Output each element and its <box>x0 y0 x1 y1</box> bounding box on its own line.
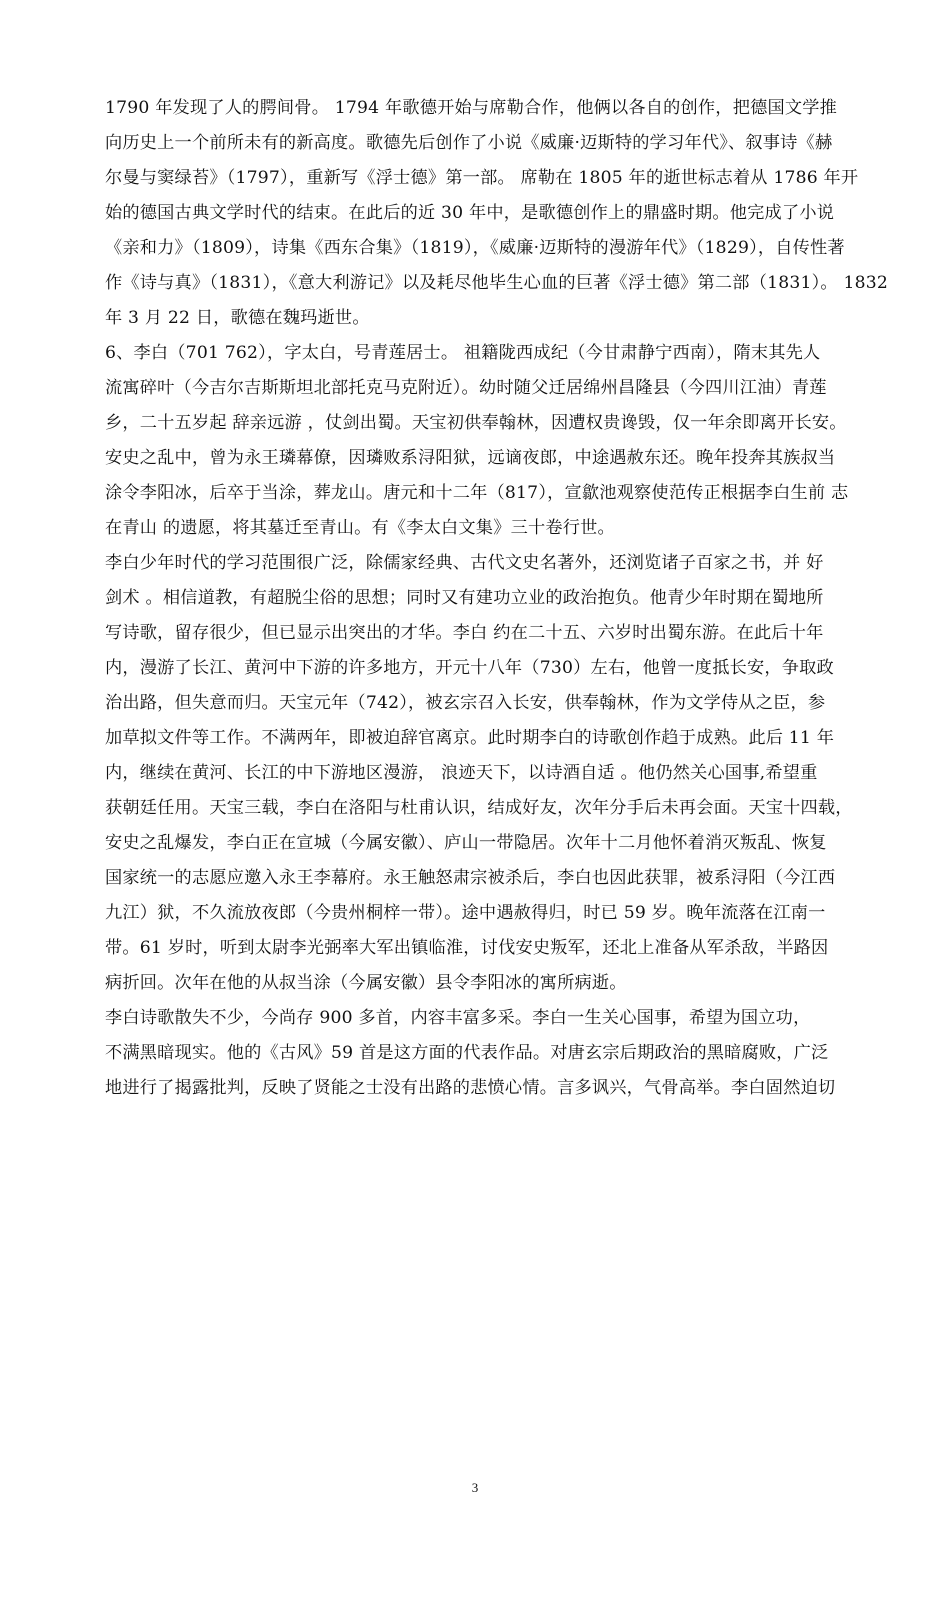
text-line: 写诗歌，留存很少，但已显示出突出的才华。李白 约在二十五、六岁时出蜀东游。在此后十年 <box>105 623 824 643</box>
text-line: 加草拟文件等工作。不满两年，即被迫辞官离京。此时期李白的诗歌创作趋于成熟。此后 11 年 <box>105 728 835 748</box>
text-line: 6、李白（701 762），字太白，号青莲居士。 祖籍陇西成纪（今甘肃静宁西南），隋末其先人 <box>105 343 821 363</box>
text-line: 流寓碎叶（今吉尔吉斯斯坦北部托克马克附近）。幼时随父迁居绵州昌隆县（今四川江油）青莲 <box>105 378 827 398</box>
text-line: 年 3 月 22 日，歌德在魏玛逝世。 <box>105 308 370 328</box>
text-line: 《亲和力》（1809），诗集《西东合集》（1819），《威廉·迈斯特的漫游年代》（1829），自传性著 <box>105 238 845 258</box>
text-line: 治出路，但失意而归。天宝元年（742），被玄宗召入长安，供奉翰林，作为文学侍从之臣，参 <box>105 693 826 713</box>
text-line: 地进行了揭露批判，反映了贤能之士没有出路的悲愤心情。言多讽兴，气骨高举。李白固然迫切 <box>105 1078 836 1098</box>
text-line: 尔曼与窦绿苔》（1797），重新写《浮士德》第一部。 席勒在 1805 年的逝世标志着从 1786 年开 <box>105 168 859 188</box>
text-line: 始的德国古典文学时代的结束。在此后的近 30 年中，是歌德创作上的鼎盛时期。他完成了小说 <box>105 203 835 223</box>
text-line: 作《诗与真》（1831），《意大利游记》以及耗尽他毕生心血的巨著《浮士德》第二部（1831）。 1832 <box>105 273 889 293</box>
text-line: 向历史上一个前所未有的新高度。歌德先后创作了小说《威廉·迈斯特的学习年代》、叙事诗《赫 <box>105 133 833 153</box>
text-line: 不满黑暗现实。他的《古风》59 首是这方面的代表作品。对唐玄宗后期政治的黑暗腐败，广泛 <box>105 1043 829 1063</box>
text-line: 涂令李阳冰，后卒于当涂，葬龙山。唐元和十二年（817），宣歙池观察使范传正根据李白生前 志 <box>105 483 849 503</box>
text-line: 李白诗歌散失不少，今尚存 900 多首，内容丰富多采。李白一生关心国事，希望为国立功， <box>105 1008 811 1028</box>
text-line: 内，漫游了长江、黄河中下游的许多地方，开元十八年（730）左右，他曾一度抵长安，争取政 <box>105 658 834 678</box>
text-line: 内，继续在黄河、长江的中下游地区漫游， 浪迹天下，以诗酒自适 。他仍然关心国事,希望重 <box>105 763 818 783</box>
text-line: 安史之乱中，曾为永王璘幕僚，因璘败系浔阳狱，远谪夜郎，中途遇赦东还。晚年投奔其族叔当 <box>105 448 836 468</box>
text-line: 病折回。次年在他的从叔当涂（今属安徽）县令李阳冰的寓所病逝。 <box>105 973 627 993</box>
text-line: 获朝廷任用。天宝三载，李白在洛阳与杜甫认识，结成好友，次年分手后未再会面。天宝十四载， <box>105 798 853 818</box>
text-line: 乡，二十五岁起 辞亲远游 ，仗剑出蜀。天宝初供奉翰林，因遭权贵谗毁，仅一年余即离开长安。 <box>105 413 847 433</box>
text-line: 剑术 。相信道教，有超脱尘俗的思想；同时又有建功立业的政治抱负。他青少年时期在蜀地所 <box>105 588 824 608</box>
page-number: 3 <box>471 1480 479 1495</box>
text-line: 在青山 的遗愿，将其墓迁至青山。有《李太白文集》三十卷行世。 <box>105 518 615 538</box>
body-text <box>105 91 889 1106</box>
text-line: 李白少年时代的学习范围很广泛，除儒家经典、古代文史名著外，还浏览诸子百家之书，并 好 <box>105 553 824 573</box>
text-line: 安史之乱爆发，李白正在宣城（今属安徽）、庐山一带隐居。次年十二月他怀着消灭叛乱、恢复 <box>105 833 827 853</box>
text-line: 带。61 岁时，听到太尉李光弼率大军出镇临淮，讨伐安史叛军，还北上准备从军杀敌，半路因 <box>105 938 829 958</box>
text-line: 国家统一的志愿应邀入永王李幕府。永王触怒肃宗被杀后，李白也因此获罪，被系浔阳（今江西 <box>105 868 836 888</box>
text-line: 九江）狱，不久流放夜郎（今贵州桐梓一带）。途中遇赦得归，时已 59 岁。晚年流落在江南一 <box>105 903 826 923</box>
text-line: 1790 年发现了人的腭间骨。 1794 年歌德开始与席勒合作，他俩以各自的创作，把德国文学推 <box>105 98 838 118</box>
